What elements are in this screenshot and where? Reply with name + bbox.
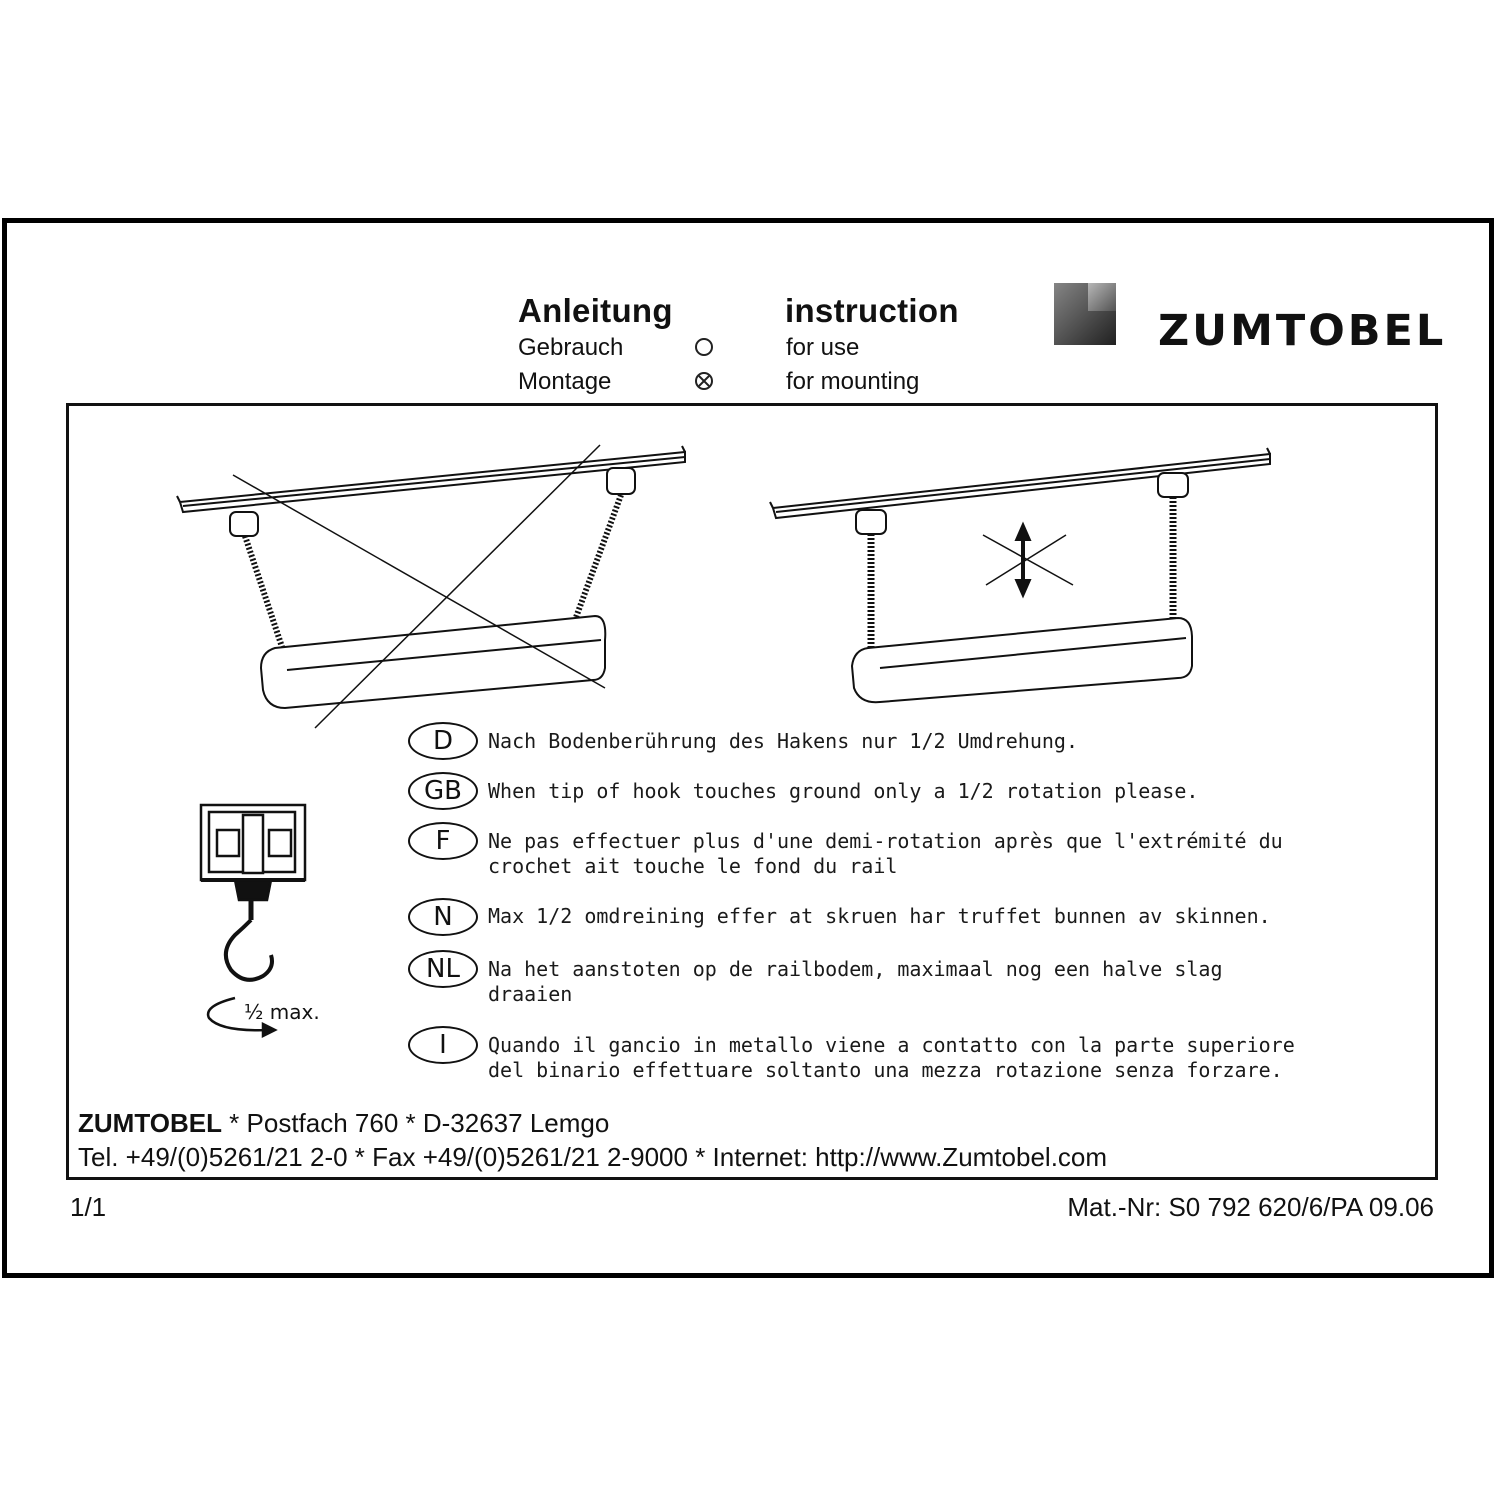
footer-postal-address: * Postfach 760 * D-32637 Lemgo: [221, 1108, 610, 1138]
instruction-text-nl: Na het aanstoten op de railbodem, maximaal nog een halve slag draaien: [488, 957, 1223, 1006]
label-use-english: for use: [786, 334, 860, 361]
label-use-german: Gebrauch: [518, 334, 624, 361]
mount-checkbox-checked: [695, 372, 713, 390]
incorrect-mounting-illustration: [175, 440, 695, 740]
footer-company: ZUMTOBEL: [78, 1108, 222, 1138]
language-badge-n: N: [408, 898, 478, 936]
page-number: 1/1: [70, 1192, 107, 1222]
language-badge-de: D: [408, 722, 478, 760]
rotation-label: ½ max.: [244, 1000, 320, 1024]
zumtobel-logo-icon: [1054, 283, 1116, 345]
title-english: instruction: [785, 292, 959, 329]
label-mount-english: for mounting: [786, 368, 920, 395]
instruction-text-f: Ne pas effectuer plus d'une demi-rotation après que l'extrémité du crochet ait touche le fond du rail: [488, 829, 1283, 878]
title-german: Anleitung: [518, 292, 673, 329]
footer-contact: Tel. +49/(0)5261/21 2-0 * Fax +49/(0)5261/21 2-9000 * Internet: http://www.Zumtobel.com: [78, 1142, 1108, 1172]
correct-mounting-illustration: [768, 440, 1288, 730]
instruction-text-i: Quando il gancio in metallo viene a contatto con la parte superiore del binario effettuare soltanto una mezza rotazione senza forzare.: [488, 1033, 1295, 1082]
instruction-text-n: Max 1/2 omdreining effer at skruen har truffet bunnen av skinnen.: [488, 904, 1271, 928]
language-badge-f: F: [408, 822, 478, 860]
material-number: Mat.-Nr: S0 792 620/6/PA 09.06: [1067, 1192, 1434, 1222]
cross-mark-icon: [695, 372, 713, 390]
language-badge-nl: NL: [408, 950, 478, 988]
footer-address: [78, 1108, 609, 1139]
label-mount-german: Montage: [518, 368, 612, 395]
brand-name: ZUMTOBEL: [1158, 306, 1447, 356]
language-badge-gb: GB: [408, 772, 478, 810]
language-badge-i: I: [408, 1026, 478, 1064]
instruction-text-gb: When tip of hook touches ground only a 1/2 rotation please.: [488, 779, 1199, 803]
instruction-text-de: Nach Bodenberührung des Hakens nur 1/2 Umdrehung.: [488, 729, 1079, 753]
use-checkbox: [695, 338, 713, 356]
